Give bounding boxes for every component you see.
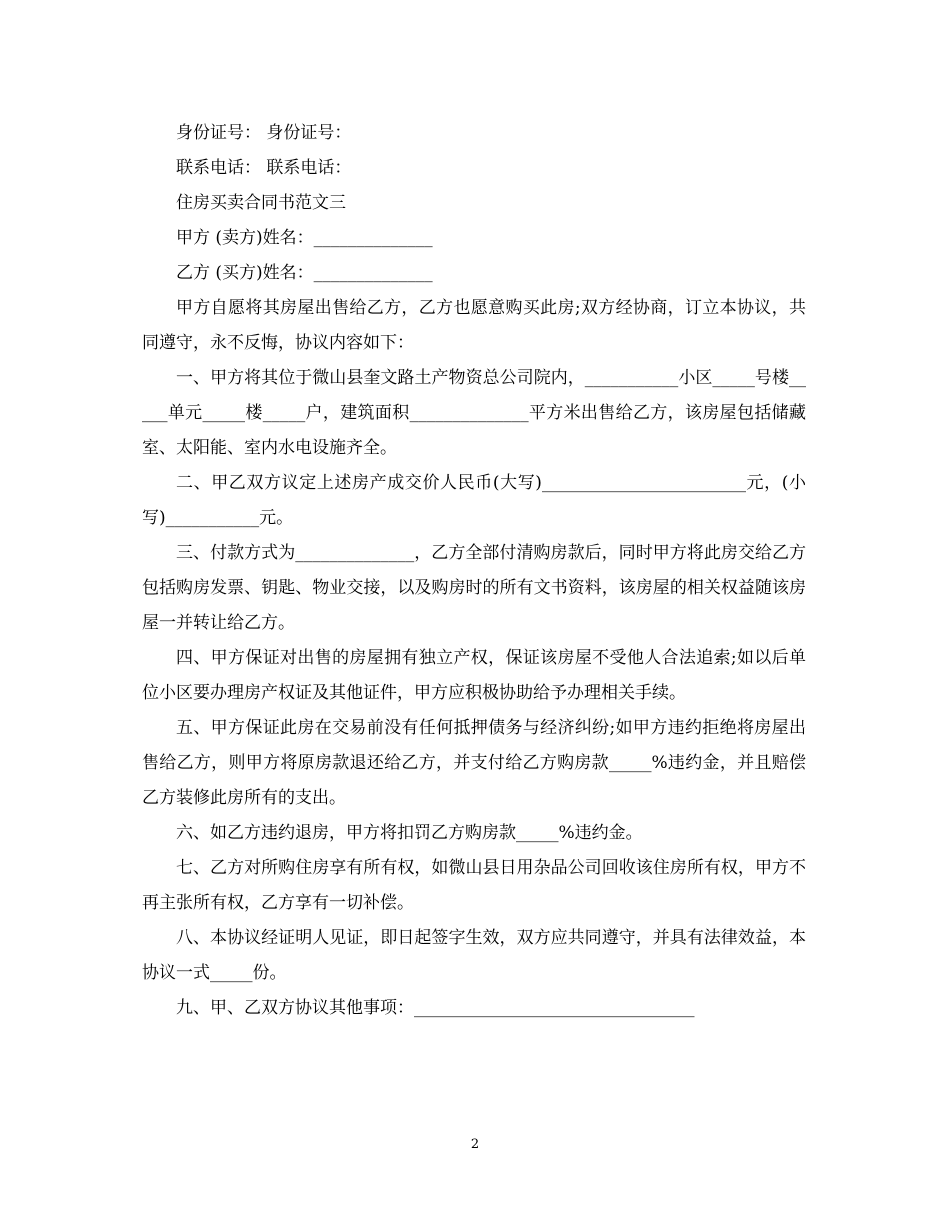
clause-9: 九、甲、乙双方协议其他事项：_________________________________ <box>176 998 695 1018</box>
page-number: 2 <box>470 1137 480 1152</box>
clause-2: 二、甲乙双方议定上述房产成交价人民币(大写)________________________元，(小写)___________元。 <box>142 473 806 528</box>
clause-1: 一、甲方将其位于微山县奎文路土产物资总公司院内，___________小区_____号楼_____单元_____楼_____户，建筑面积______________平方米出售给乙方，该房屋包括储藏室、太阳能、室内水电设施齐全。 <box>142 368 806 458</box>
section-title: 住房买卖合同书范文三 <box>176 193 346 213</box>
clause-4: 四、甲方保证对出售的房屋拥有独立产权，保证该房屋不受他人合法追索;如以后单位小区要办理房产权证及其他证件，甲方应积极协助给予办理相关手续。 <box>142 648 806 703</box>
clause-3: 三、付款方式为______________，乙方全部付清购房款后，同时甲方将此房交给乙方包括购房发票、钥匙、物业交接，以及购房时的所有文书资料，该房屋的相关权益随该房屋一并转让给乙方。 <box>142 543 806 633</box>
contract-body <box>142 116 806 1026</box>
clause-7: 七、乙方对所购住房享有所有权，如微山县日用杂品公司回收该住房所有权，甲方不再主张所有权，乙方享有一切补偿。 <box>142 858 806 913</box>
phone-line: 联系电话： 联系电话： <box>176 158 352 178</box>
seller-name-line: 甲方 (卖方)姓名：______________ <box>176 228 433 248</box>
clause-6: 六、如乙方违约退房，甲方将扣罚乙方购房款_____%违约金。 <box>176 823 643 843</box>
clause-5: 五、甲方保证此房在交易前没有任何抵押债务与经济纠纷;如甲方违约拒绝将房屋出售给乙方，则甲方将原房款退还给乙方，并支付给乙方购房款_____%违约金，并且赔偿乙方装修此房所有的支出。 <box>142 718 806 808</box>
buyer-name-line: 乙方 (买方)姓名：______________ <box>176 263 433 283</box>
id-number-line: 身份证号： 身份证号： <box>176 123 352 143</box>
preamble-paragraph: 甲方自愿将其房屋出售给乙方，乙方也愿意购买此房;双方经协商，订立本协议，共同遵守，永不反悔，协议内容如下： <box>142 298 806 353</box>
clause-8: 八、本协议经证明人见证，即日起签字生效，双方应共同遵守，并具有法律效益，本协议一式_____份。 <box>142 928 806 983</box>
